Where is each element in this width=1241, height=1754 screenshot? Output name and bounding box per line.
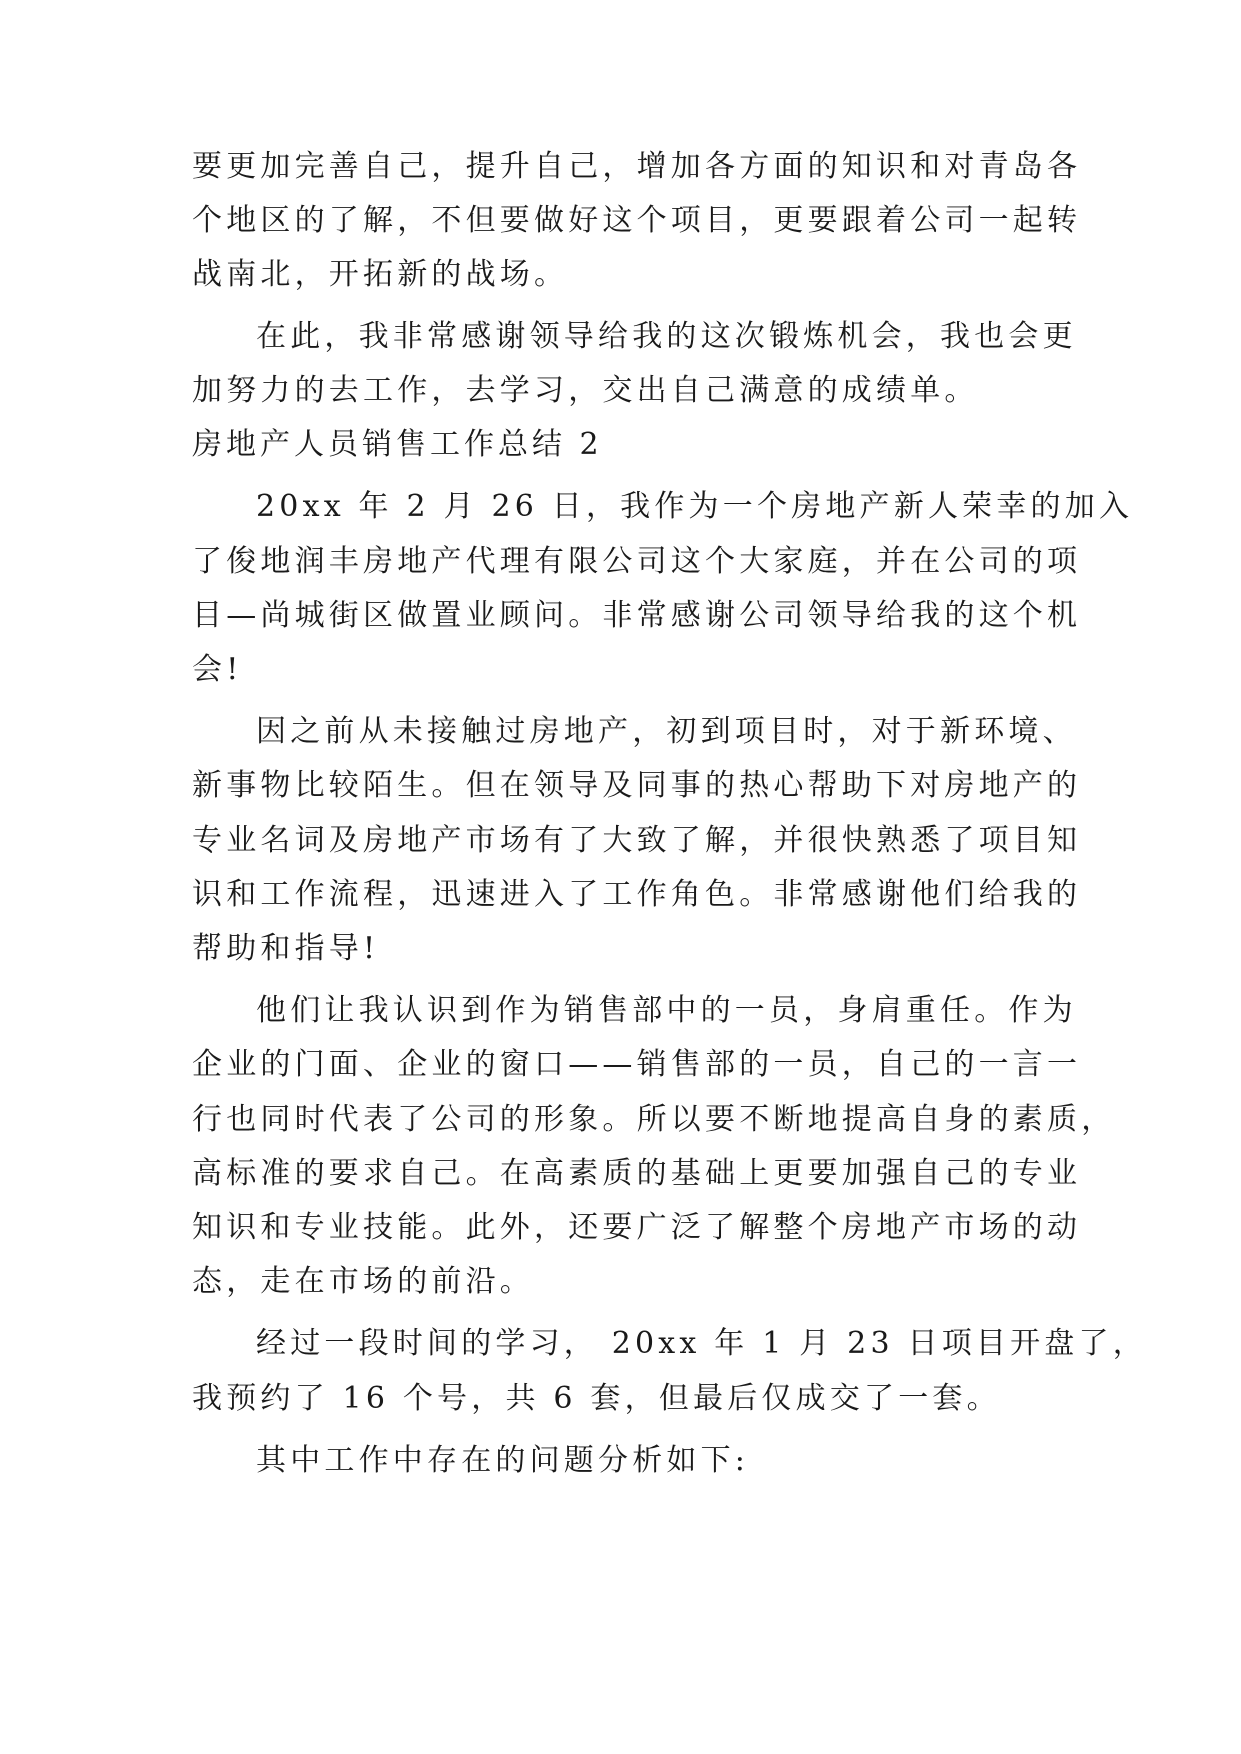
paragraph-line: 知识和专业技能。此外，还要广泛了解整个房地产市场的动 (192, 1210, 1082, 1245)
paragraph-line: 新事物比较陌生。但在领导及同事的热心帮助下对房地产的 (192, 768, 1082, 803)
paragraph-line: 帮助和指导! (192, 931, 380, 966)
paragraph-line: 高标准的要求自己。在高素质的基础上更要加强自己的专业 (192, 1156, 1082, 1191)
paragraph-line: 个地区的了解，不但要做好这个项目，更要跟着公司一起转 (192, 203, 1082, 238)
paragraph-line: 识和工作流程，迅速进入了工作角色。非常感谢他们给我的 (192, 877, 1082, 912)
paragraph-line: 他们让我认识到作为销售部中的一员，身肩重任。作为 (256, 993, 1077, 1028)
paragraph-line: 行也同时代表了公司的形象。所以要不断地提高自身的素质， (192, 1102, 1116, 1137)
paragraph-line: 企业的门面、企业的窗口——销售部的一员，自己的一言一 (192, 1047, 1082, 1082)
paragraph-line: 经过一段时间的学习， 20xx 年 1 月 23 日项目开盘了， (256, 1326, 1147, 1361)
paragraph-line: 了俊地润丰房地产代理有限公司这个大家庭，并在公司的项 (192, 544, 1082, 579)
paragraph-line: 因之前从未接触过房地产，初到项目时，对于新环境、 (256, 714, 1077, 749)
paragraph-line: 加努力的去工作，去学习，交出自己满意的成绩单。 (192, 373, 979, 408)
paragraph-line: 态，走在市场的前沿。 (192, 1264, 534, 1299)
paragraph-line: 目—尚城街区做置业顾问。非常感谢公司领导给我的这个机 (192, 598, 1082, 633)
section-heading: 房地产人员销售工作总结 2 (192, 427, 603, 462)
paragraph-line: 战南北，开拓新的战场。 (192, 257, 569, 292)
paragraph-line: 我预约了 16 个号，共 6 套，但最后仅成交了一套。 (192, 1381, 1001, 1416)
paragraph-line: 20xx 年 2 月 26 日，我作为一个房地产新人荣幸的加入 (256, 489, 1134, 524)
paragraph-line: 其中工作中存在的问题分析如下: (256, 1443, 750, 1478)
paragraph-line: 专业名词及房地产市场有了大致了解，并很快熟悉了项目知 (192, 823, 1082, 858)
paragraph-line: 在此，我非常感谢领导给我的这次锻炼机会，我也会更 (256, 319, 1077, 354)
paragraph-line: 会! (192, 652, 243, 687)
paragraph-line: 要更加完善自己，提升自己，增加各方面的知识和对青岛各 (192, 149, 1082, 184)
